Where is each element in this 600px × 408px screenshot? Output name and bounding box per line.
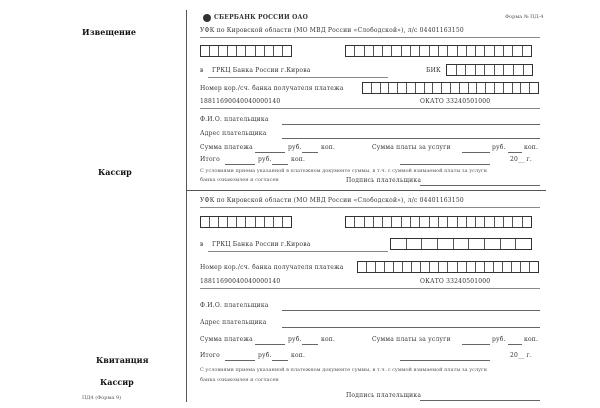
top-sum-rub-label: руб.: [288, 144, 302, 151]
bottom-city-prefix: в: [200, 241, 204, 248]
top-agree2: банка ознакомлен и согласен: [200, 177, 279, 183]
bank-logo-icon: [203, 14, 211, 22]
bottom-inn-cells: [200, 216, 292, 228]
cashier-top-label: Кассир: [98, 167, 132, 177]
bottom-fee-label: Сумма платы за услуги: [372, 336, 451, 343]
bottom-okato: ОКАТО 33240501000: [420, 278, 491, 285]
bottom-fee-kop-line: [508, 344, 522, 345]
top-sum-kop-label: коп.: [321, 144, 336, 151]
bottom-agree: С условиями приема указанной в платежном документе суммы, в т.ч. с суммой взимаемой платы за услуги: [200, 367, 488, 373]
bottom-total-kop-line: [272, 360, 288, 361]
top-date-year: 20__ г.: [510, 156, 532, 163]
form-footer: ПД4 (Форма 9): [82, 395, 122, 401]
bottom-sum-rub-label: руб.: [288, 336, 302, 343]
top-sum-rub-line: [255, 152, 285, 153]
top-date-line: [400, 164, 490, 165]
bottom-bank-name: ГРКЦ Банка России г.Кирова: [212, 241, 311, 248]
bottom-bik-cells: [390, 238, 532, 250]
top-fee-kop-line: [508, 152, 522, 153]
vertical-divider: [186, 10, 187, 402]
bottom-acct-label: Номер кор./сч. банка получателя платежа: [200, 264, 344, 271]
bottom-total-rub-line: [225, 360, 255, 361]
horizontal-divider: [186, 190, 546, 191]
bottom-date-year: 20__ г.: [510, 352, 532, 359]
top-fio-line: [282, 124, 540, 125]
bottom-sum-rub-line: [255, 344, 285, 345]
bank-name-header: СБЕРБАНК РОССИИ ОАО: [214, 14, 309, 21]
top-recipient-line: [200, 37, 540, 38]
bottom-fio-label: Ф.И.О. плательщика: [200, 302, 269, 309]
bottom-kbk-line: [200, 288, 540, 289]
top-fee-rub-line: [462, 152, 490, 153]
bottom-kbk: 18811690040040000140: [200, 278, 281, 285]
top-address-line: [282, 138, 540, 139]
top-fee-kop-label: коп.: [524, 144, 539, 151]
cashier-bottom-label: Кассир: [100, 377, 134, 387]
bottom-address-line: [282, 327, 540, 328]
receipt-label: Квитанция: [96, 355, 149, 365]
top-bik-label: БИК: [426, 67, 441, 74]
bottom-recipient: УФК по Кировской области (МО МВД России «Слободской»), л/с 04401163150: [200, 197, 464, 204]
top-signature-line: [420, 185, 540, 186]
top-address-label: Адрес плательщика: [200, 130, 267, 137]
top-acct-label: Номер кор./сч. банка получателя платежа: [200, 85, 344, 92]
top-bank-name: ГРКЦ Банка России г.Кирова: [212, 67, 311, 74]
bottom-sum-kop-label: коп.: [321, 336, 336, 343]
bottom-date-line: [400, 360, 490, 361]
bottom-fee-rub-label: руб.: [492, 336, 506, 343]
bottom-recipient-line: [200, 207, 540, 208]
bottom-account-cells: [345, 216, 532, 228]
bottom-agree2: банка ознакомлен и согласен: [200, 377, 279, 383]
bottom-address-label: Адрес плательщика: [200, 319, 267, 326]
bottom-sum-pay-label: Сумма платежа: [200, 336, 253, 343]
form-code: Форма № ПД-4: [505, 14, 544, 20]
top-signature-label: Подпись плательщика: [346, 177, 422, 184]
top-inn-cells: [200, 45, 292, 57]
notice-label: Извещение: [82, 27, 136, 37]
top-sum-kop-line: [302, 152, 318, 153]
bottom-total-rub-label: руб.: [258, 352, 272, 359]
top-okato: ОКАТО 33240501000: [420, 98, 491, 105]
top-total-label: Итого: [200, 156, 220, 163]
top-fee-rub-label: руб.: [492, 144, 506, 151]
bottom-corr-acct-cells: [357, 261, 539, 273]
bottom-signature-line: [420, 400, 540, 401]
top-recipient: УФК по Кировской области (МО МВД России «Слободской»), л/с 04401163150: [200, 27, 464, 34]
top-total-rub-label: руб.: [258, 156, 272, 163]
bottom-fio-line: [282, 310, 540, 311]
bottom-signature-label: Подпись плательщика: [346, 392, 422, 399]
top-total-rub-line: [225, 164, 255, 165]
bottom-sum-kop-line: [302, 344, 318, 345]
top-total-kop-line: [272, 164, 288, 165]
bottom-bank-line: [208, 251, 388, 252]
bottom-fee-kop-label: коп.: [524, 336, 539, 343]
top-account-cells: [345, 45, 532, 57]
bottom-fee-rub-line: [462, 344, 490, 345]
top-fio-label: Ф.И.О. плательщика: [200, 116, 269, 123]
top-fee-label: Сумма платы за услуги: [372, 144, 451, 151]
top-kbk: 18811690040040000140: [200, 98, 281, 105]
bottom-total-label: Итого: [200, 352, 220, 359]
top-bank-line: [208, 77, 388, 78]
top-bik-cells: [446, 64, 533, 76]
top-agree: С условиями приема указанной в платежном документе суммы, в т.ч. с суммой взимаемой платы за услуги: [200, 168, 488, 174]
top-city-prefix: в: [200, 67, 204, 74]
top-sum-pay-label: Сумма платежа: [200, 144, 253, 151]
top-kbk-line: [200, 108, 540, 109]
top-total-kop-label: коп.: [291, 156, 306, 163]
top-corr-acct-cells: [362, 82, 539, 94]
bottom-total-kop-label: коп.: [291, 352, 306, 359]
